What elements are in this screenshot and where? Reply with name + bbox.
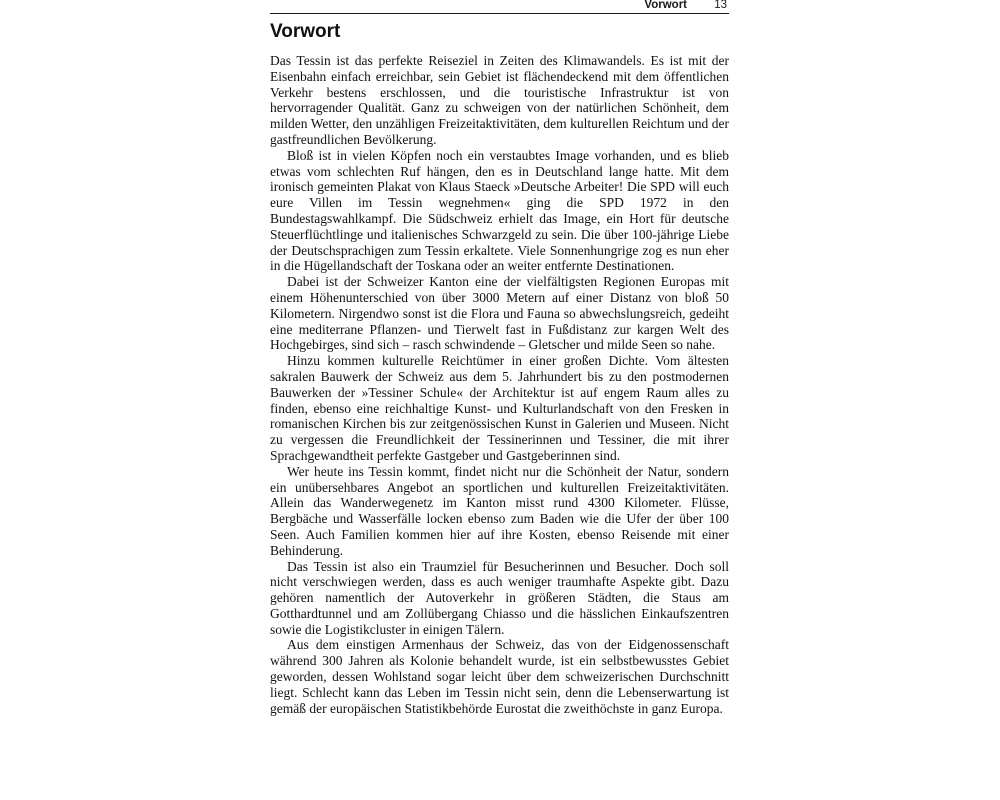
paragraph: Dabei ist der Schweizer Kanton eine der vielfältigsten Regionen Europas mit einem Höhenunterschied von über 3000 Metern auf einer Distanz von bloß 50 Kilometern. Nirgendwo sonst ist die Flora und Fauna so abwechslungsreich, gedeiht eine mediterrane Pflanzen- und Tierwelt fast in Fußdistanz zur kargen Welt des Hochgebirges, sind sich – rasch schwindende – Gletscher und milde Seen so nahe. — [270, 274, 729, 353]
paragraph: Das Tessin ist also ein Traumziel für Besucherinnen und Besucher. Doch soll nicht verschwiegen werden, dass es auch weniger traumhafte Aspekte gibt. Dazu gehören namentlich der Autoverkehr in größeren Städten, die Staus am Gotthardtunnel und am Zollübergang Chiasso und die hässlichen Einkaufszentren sowie die Logistikcluster in einigen Tälern. — [270, 558, 729, 637]
page-number: 13 — [714, 0, 727, 11]
book-page — [270, 0, 729, 800]
paragraph: Das Tessin ist das perfekte Reiseziel in Zeiten des Klimawandels. Es ist mit der Eisenbahn einfach erreichbar, sein Gebiet ist flächendeckend mit dem öffentlichen Verkehr bestens erschlossen, und die touristische Infrastruktur ist von hervorragender Qualität. Ganz zu schweigen von der natürlichen Schönheit, dem milden Wetter, den unzähligen Freizeitaktivitäten, dem kulturellen Reichtum und der gastfreundlichen Bevölkerung. — [270, 53, 729, 147]
running-head — [270, 0, 729, 14]
paragraph: Aus dem einstigen Armenhaus der Schweiz, das von der Eidgenossenschaft während 300 Jahren als Kolonie behandelt wurde, ist ein selbstbewusstes Gebiet geworden, dessen Wohlstand sogar leicht über dem schweizerischen Durchschnitt liegt. Schlecht kann das Leben im Tessin nicht sein, denn die Lebenserwartung ist gemäß der europäischen Statistikbehörde Eurostat die zweithöchste in ganz Europa. — [270, 637, 729, 716]
running-head-section: Vorwort — [644, 0, 687, 11]
paragraph: Hinzu kommen kulturelle Reichtümer in einer großen Dichte. Vom ältesten sakralen Bauwerk der Schweiz aus dem 5. Jahrhundert bis zu den postmodernen Bauwerken der »Tessiner Schule« der Architektur ist auf engem Raum alles zu finden, ebenso eine reichhaltige Kunst- und Kulturlandschaft von den Fresken in romanischen Kirchen bis zur zeitgenössischen Kunst in Galerien und Museen. Nicht zu vergessen die Freundlichkeit der Tessinerinnen und Tessiner, die mit ihrer Sprachgewandtheit perfekte Gastgeber und Gastgeberinnen sind. — [270, 353, 729, 463]
paragraph: Bloß ist in vielen Köpfen noch ein verstaubtes Image vorhanden, und es blieb etwas vom schlechten Ruf hängen, den es in Deutschland lange hatte. Mit dem ironisch gemeinten Plakat von Klaus Staeck »Deutsche Arbeiter! Die SPD will euch eure Villen im Tessin wegnehmen« ging die SPD 1972 in den Bundestagswahlkampf. Die Südschweiz erhielt das Image, ein Hort für deutsche Steuerflüchtlinge und italienisches Schwarzgeld zu sein. Die über 100-jährige Liebe der Deutschsprachigen zum Tessin erkaltete. Viele Sonnenhungrige zog es nun eher in die Hügellandschaft der Toskana oder an weiter entfernte Destinationen. — [270, 147, 729, 274]
chapter-title: Vorwort — [270, 21, 341, 42]
paragraph: Wer heute ins Tessin kommt, findet nicht nur die Schönheit der Natur, sondern ein unübersehbares Angebot an sportlichen und kulturellen Freizeitaktivitäten. Allein das Wanderwegenetz im Kanton misst rund 4300 Kilometer. Flüsse, Bergbäche und Wasserfälle locken ebenso zum Baden wie die Ufer der über 100 Seen. Auch Familien kommen hier auf ihre Kosten, ebenso Reisende mit einer Behinderung. — [270, 463, 729, 558]
body-text — [270, 53, 729, 716]
